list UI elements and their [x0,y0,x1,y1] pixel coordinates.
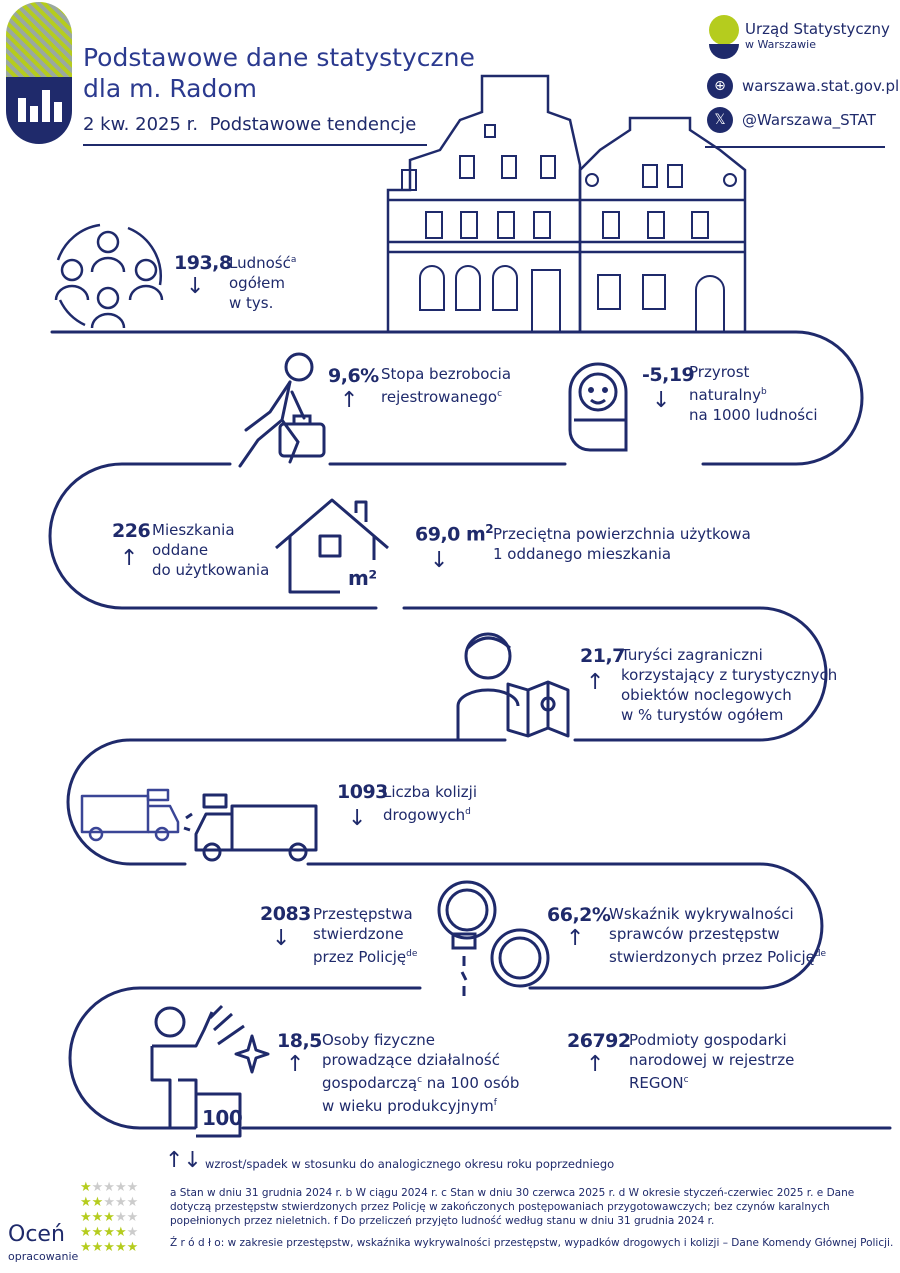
tourist-with-map-icon [458,634,568,740]
podium-label: 100 [202,1106,243,1130]
people-group-icon [56,225,162,328]
star-row-1[interactable]: ★★★★★ [80,1180,139,1195]
powierzchnia-value: 69,0 $m^2$ [415,522,494,546]
dzialalnosc-trend-up-icon: ↑ [286,1052,305,1077]
powierzchnia-label: Przeciętna powierzchnia użytkowa 1 oddanego mieszkania [493,525,751,563]
mieszkania-trend-up-icon: ↑ [120,546,139,571]
walking-person-icon [240,354,324,466]
star-row-4[interactable]: ★★★★★ [80,1225,139,1240]
rating-stars[interactable] [80,1180,160,1255]
regon-label: Podmioty gospodarki narodowej w rejestrze REGON$^c$ [629,1031,795,1092]
dzialalnosc-label: Osoby fizyczne prowadzące działalność gospodarczą$^c$ na 100 osób w wieku produkcyjnym$^f$ [322,1031,520,1115]
turysci-label: Turyści zagraniczni korzystający z turystycznych obiektów noclegowych w % turystów ogółem [621,646,838,724]
source-note: Ź r ó d ł o: w zakresie przestępstw, wskaźnika wykrywalności przestępstw, wypadków drogowych i kolizji – Dane Komendy Głównej Policji. [170,1237,894,1249]
kolizje-trend-down-icon: ↓ [348,806,367,831]
przestepstwa-label: Przestępstwa stwierdzone przez Policję$^{de}$ [313,905,418,966]
rating-title[interactable]: Oceń [8,1222,65,1247]
handcuffs-icon [439,882,548,996]
house-m2-label: m² [348,566,377,590]
przyrost-value: -5,19 [642,364,695,386]
rating-subtitle: opracowanie [8,1250,79,1263]
mieszkania-label: Mieszkania oddane do użytkowania [152,521,270,579]
globe-icon: ⊕ [707,73,733,99]
ludnosc-trend-down-icon: ↓ [186,274,205,299]
turysci-value: 21,7 [580,645,625,667]
legend-text: wzrost/spadek w stosunku do analogicznego okresu roku poprzedniego [205,1157,615,1171]
brand-name: Urząd Statystyczny w Warszawie [745,20,890,51]
page-subtitle: 2 kw. 2025 r. Podstawowe tendencje [83,114,417,135]
website-link[interactable]: warszawa.stat.gov.pl [742,77,900,95]
regon-value: 26792 [567,1030,631,1052]
ludnosc-label: Ludność$^a$ ogółem w tys. [229,254,297,312]
wykrywalnosc-value: 66,2% [547,904,611,926]
bezrobocie-label: Stopa bezrobocia rejestrowanego$^c$ [381,365,512,406]
baby-icon [570,364,626,450]
page-title: Podstawowe dane statystyczne dla m. Radom [83,43,475,103]
legend-arrows-icon: ↑↓ [165,1148,202,1173]
dzialalnosc-value: 18,5 [277,1030,322,1052]
star-row-3[interactable]: ★★★★★ [80,1210,139,1225]
powierzchnia-trend-down-icon: ↓ [430,548,449,573]
trucks-collision-icon [82,790,316,860]
turysci-trend-up-icon: ↑ [586,670,605,695]
przyrost-label: Przyrost naturalny$^b$ na 1000 ludności [689,363,818,424]
kolizje-label: Liczba kolizji drogowych$^d$ [383,783,477,824]
star-row-5[interactable]: ★★★★★ [80,1240,139,1255]
przestepstwa-trend-down-icon: ↓ [272,926,291,951]
przyrost-trend-down-icon: ↓ [652,388,671,413]
ludnosc-value: 193,8 [174,252,232,274]
przestepstwa-value: 2083 [260,903,311,925]
star-row-2[interactable]: ★★★★★ [80,1195,139,1210]
x-social-icon: 𝕏 [707,107,733,133]
bezrobocie-trend-up-icon: ↑ [340,388,359,413]
social-link[interactable]: @Warszawa_STAT [742,111,876,129]
mieszkania-value: 226 [112,520,151,542]
townhouse-illustration [388,76,745,332]
footnotes: a Stan w dniu 31 grudnia 2024 r. b W ciągu 2024 r. c Stan w dniu 30 czerwca 2025 r. d W okresie styczeń-czerwiec 2025 r. e Dane dotyczą przestępstw stwierdzonych przez Policję w zakończonych postępowaniach przygotowawczych; bez czynów karalnych popełnionych przez nieletnich. f Do przeliczeń przyjęto ludność według stanu w dniu 31 grudnia 2024 r. [170,1187,855,1227]
regon-trend-up-icon: ↑ [586,1052,605,1077]
wykrywalnosc-label: Wskaźnik wykrywalności sprawców przestępstw stwierdzonych przez Policję$^{de}$ [609,905,827,966]
wykrywalnosc-trend-up-icon: ↑ [566,926,585,951]
kolizje-value: 1093 [337,781,388,803]
bezrobocie-value: 9,6% [328,365,379,387]
